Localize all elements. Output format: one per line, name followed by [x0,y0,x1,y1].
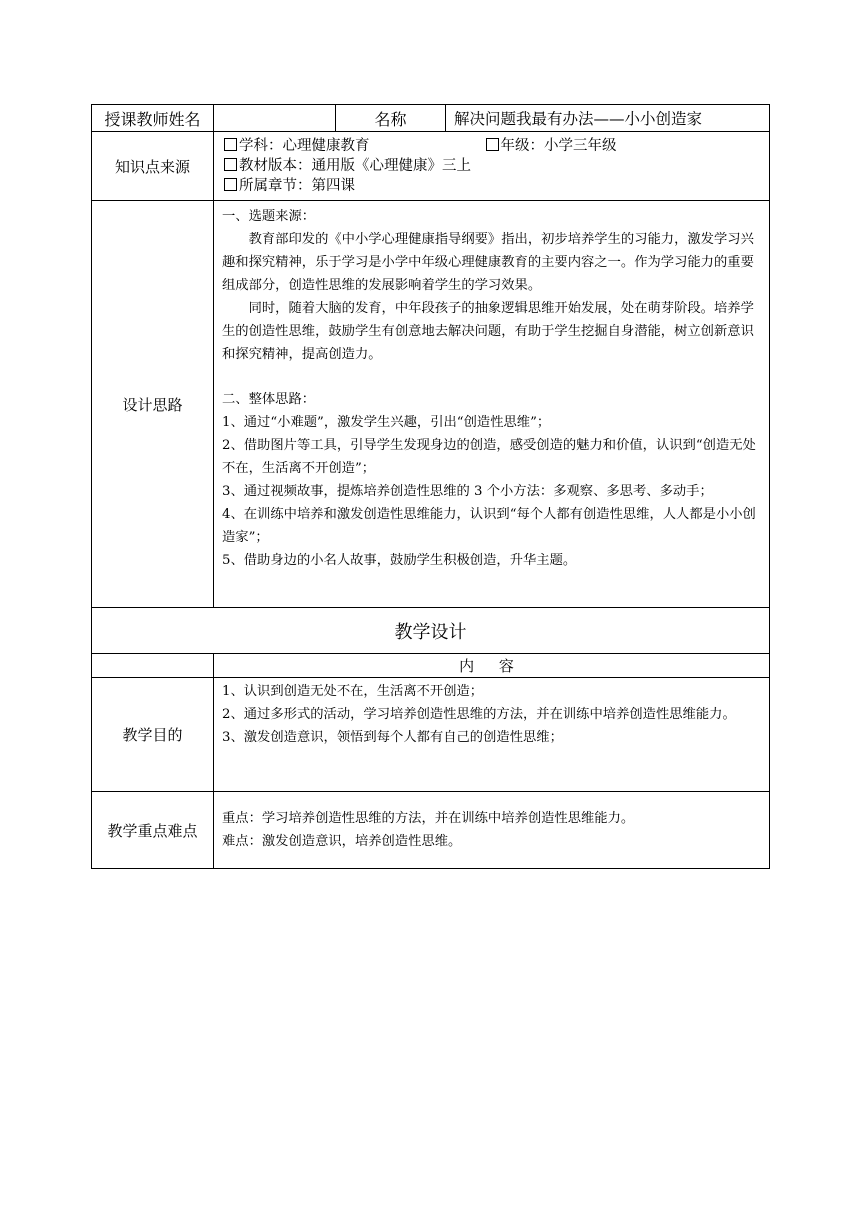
teacher-name-label: 授课教师姓名 [92,105,214,132]
source-line-2 [224,156,769,176]
header-row [92,105,770,132]
teaching-design-title: 教学设计 [92,608,770,654]
key-points-content [214,792,770,869]
source-label: 知识点来源 [92,132,214,201]
content-header-blank [92,654,214,678]
edition-text: 教材版本：通用版《心理健康》三上 [239,158,471,174]
content-header-row [92,654,770,678]
key-points-label: 教学重点难点 [92,792,214,869]
goals-label: 教学目的 [92,678,214,792]
goals-content [214,678,770,792]
goal-item-2: 2、通过多形式的活动，学习培养创造性思维的方法，并在训练中培养创造性思维能力。 [222,707,736,722]
design-item-3: 3、通过视频故事，提炼培养创造性思维的 3 个小方法：多观察、多思考、多动手； [222,484,713,499]
teaching-design-row [92,608,770,654]
lesson-name-label: 名称 [336,105,446,132]
subject-text: 学科：心理健康教育 [239,138,370,154]
teacher-name-value [214,105,336,132]
section1-title: 一、选题来源： [222,209,316,224]
source-line-3 [224,176,769,196]
source-content [214,132,770,201]
goal-item-1: 1、认识到创造无处不在，生活离不开创造； [222,684,484,699]
goal-item-3: 3、激发创造意识，领悟到每个人都有自己的创造性思维； [222,730,563,745]
design-row [92,201,770,608]
design-paragraph-1: 教育部印发的《中小学心理健康指导纲要》指出，初步培养学生的习能力，激发学习兴趣和探究精神，乐于学习是小学中年级心理健康教育的主要内容之一。作为学习能力的重要组成部分，创造性思维的发展影响着学生的学习效果。 [222,232,754,293]
checkbox-icon [224,158,237,171]
chapter-text: 所属章节：第四课 [239,178,355,194]
key-point: 重点：学习培养创造性思维的方法，并在训练中培养创造性思维能力。 [222,811,635,826]
checkbox-icon [486,138,499,151]
design-paragraph-2: 同时，随着大脑的发育，中年段孩子的抽象逻辑思维开始发展，处在萌芽阶段。培养学生的创造性思维，鼓励学生有创意地去解决问题，有助于学生挖掘自身潜能，树立创新意识和探究精神，提高创造力。 [222,301,754,362]
design-content [214,201,770,608]
section2-title: 二、整体思路： [222,392,316,407]
design-item-4: 4、在训练中培养和激发创造性思维能力，认识到“每个人都有创造性思维，人人都是小小创造家”； [222,507,756,545]
source-line-1 [224,136,769,156]
checkbox-icon [224,178,237,191]
content-header: 内 容 [214,654,770,678]
design-item-1: 1、通过“小难题”，激发学生兴趣，引出“创造性思维”； [222,415,551,430]
goals-row [92,678,770,792]
key-points-row [92,792,770,869]
source-row [92,132,770,201]
grade-text: 年级：小学三年级 [500,138,617,154]
difficulty-point: 难点：激发创造意识，培养创造性思维。 [222,834,462,849]
design-label: 设计思路 [92,201,214,608]
lesson-name-value: 解决问题我最有办法——小小创造家 [446,105,770,132]
checkbox-icon [224,138,237,151]
lesson-plan-table [91,104,770,869]
design-item-5: 5、借助身边的小名人故事，鼓励学生积极创造，升华主题。 [222,553,577,568]
design-item-2: 2、借助图片等工具，引导学生发现身边的创造，感受创造的魅力和价值，认识到“创造无处不在，生活离不开创造”； [222,438,756,476]
